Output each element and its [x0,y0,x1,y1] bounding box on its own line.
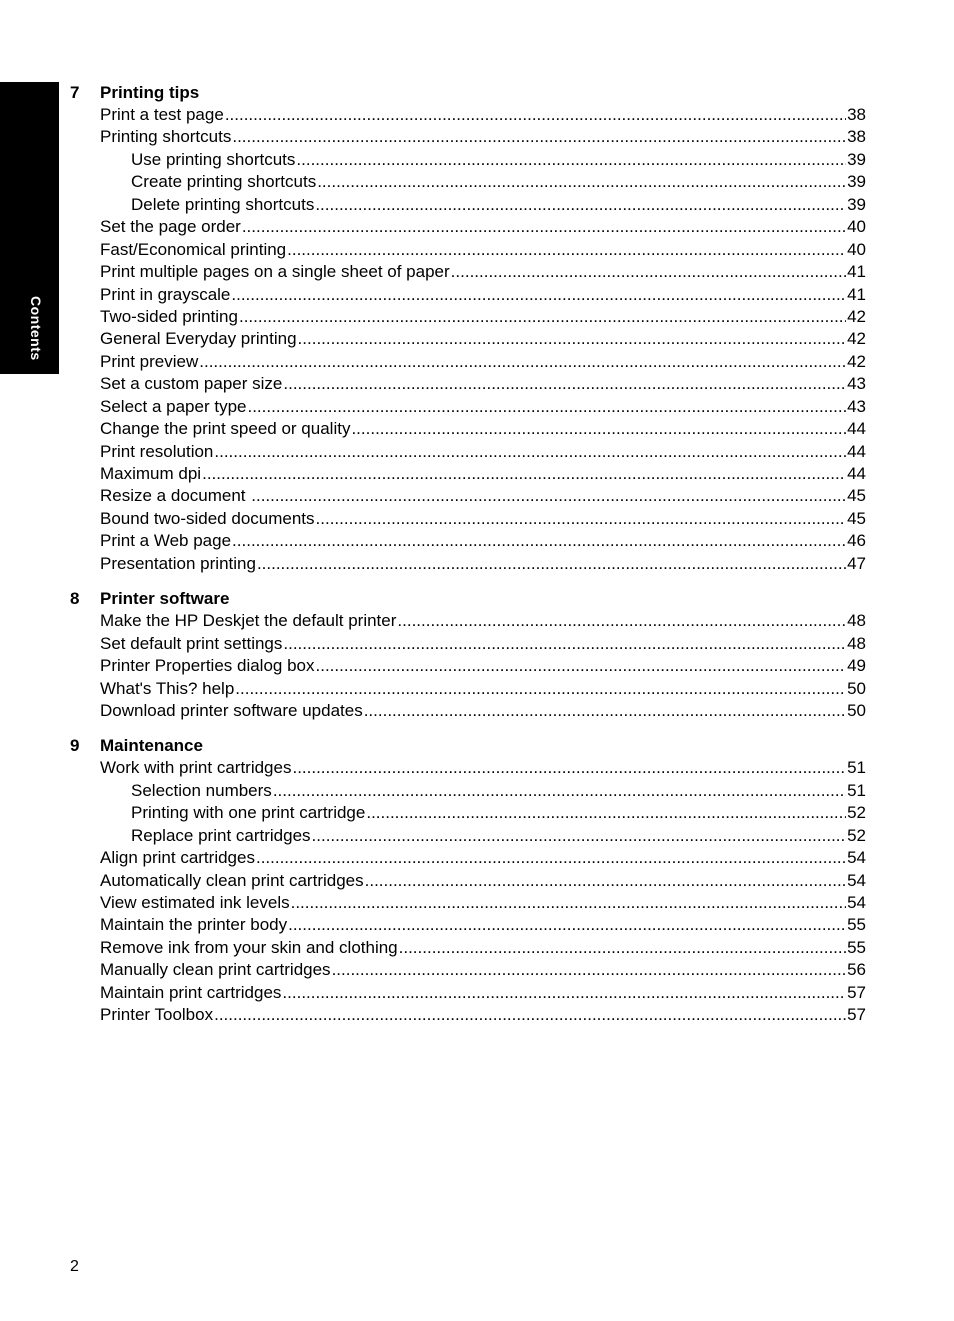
toc-entry[interactable] [70,825,866,847]
toc-entry-title: Delete printing shortcuts [131,194,315,214]
toc-entry-title: Align print cartridges [100,848,255,868]
dot-leader [214,1004,846,1026]
toc-entry-title: Print a Web page [100,531,232,551]
toc-entry-title: Use printing shortcuts [131,149,296,169]
toc-entry-title: Print resolution [100,441,214,461]
dot-leader [365,870,846,892]
toc-entry[interactable] [70,373,866,395]
toc-entry[interactable] [70,463,866,485]
toc-entry[interactable] [70,802,866,824]
toc-entry-page: 44 [847,419,866,439]
toc-entry-page: 39 [847,149,866,169]
dot-leader [364,700,846,722]
toc-entry-page: 55 [847,915,866,935]
toc-entry-page: 57 [847,982,866,1002]
toc-entry-page: 45 [847,508,866,528]
toc-entry-title: Maintain the printer body [100,915,288,935]
toc-entry-page: 51 [847,758,866,778]
toc-entry-title: Selection numbers [131,780,272,800]
toc-entry[interactable] [70,530,866,552]
toc-entry-title: Create printing shortcuts [131,172,317,192]
toc-entry-page: 42 [847,306,866,326]
toc-entry-title: View estimated ink levels [100,893,290,912]
toc-entry-title: Maintain print cartridges [100,982,282,1002]
chapter-title: Printer software [100,589,230,609]
toc-entry-page: 49 [847,656,866,676]
dot-leader [317,171,846,193]
toc-entry[interactable] [70,847,866,869]
dot-leader [397,610,846,632]
dot-leader [239,306,846,328]
dot-leader [283,633,846,655]
dot-leader [202,463,846,485]
dot-leader [199,351,846,373]
dot-leader [351,418,846,440]
toc-entry[interactable] [70,982,866,1004]
toc-entry-page: 54 [847,848,866,868]
toc-entry-page: 45 [847,486,866,506]
toc-entry[interactable] [70,655,866,677]
side-tab-label: Contents [28,296,44,361]
toc-entry-title: Change the print speed or quality [100,419,351,439]
chapter-title: Maintenance [100,736,203,756]
toc-entry-page: 50 [847,678,866,698]
toc-entry-page: 40 [847,239,866,259]
dot-leader [247,396,846,418]
toc-entry[interactable] [70,261,866,283]
toc-entry-page: 44 [847,441,866,461]
toc-entry-page: 50 [847,700,866,720]
toc-entry-page: 48 [847,611,866,631]
toc-entry-page: 38 [847,105,866,124]
toc-entry-title: Resize a document [100,486,251,506]
toc-entry[interactable] [70,870,866,892]
toc-entry[interactable] [70,610,866,632]
toc-entry[interactable] [70,959,866,981]
toc-entry[interactable] [70,633,866,655]
toc-entry[interactable] [70,441,866,463]
toc-entry[interactable] [70,396,866,418]
toc-entry-title: Replace print cartridges [131,825,311,845]
chapter-heading[interactable] [70,735,866,757]
toc-entry[interactable] [70,892,866,914]
toc-entry-title: Manually clean print cartridges [100,960,331,980]
toc-entry-page: 40 [847,217,866,237]
toc-entry-page: 52 [847,803,866,823]
toc-entry-title: Two-sided printing [100,306,238,326]
dot-leader [251,485,846,507]
dot-leader [312,825,847,847]
dot-leader [298,328,847,350]
toc-entry-page: 57 [847,1005,866,1025]
dot-leader [316,655,847,677]
dot-leader [256,847,846,869]
toc-entry[interactable] [70,171,866,193]
toc-entry-title: Bound two-sided documents [100,508,315,528]
dot-leader [214,441,846,463]
toc-entry[interactable] [70,328,866,350]
toc-entry-title: Print a test page [100,105,224,124]
toc-entry-page: 43 [847,374,866,394]
toc-entry-page: 48 [847,633,866,653]
dot-leader [332,959,847,981]
toc-entry[interactable] [70,553,866,575]
toc-entry-title: Printing with one print cartridge [131,803,366,823]
page-number: 2 [70,1258,79,1275]
toc-entry-title: Printer Properties dialog box [100,656,315,676]
toc-entry-title: Remove ink from your skin and clothing [100,937,398,957]
dot-leader [292,757,846,779]
toc-entry-page: 54 [847,870,866,890]
toc-entry[interactable] [70,678,866,700]
toc-chapter [70,735,866,1026]
dot-leader [232,530,846,552]
dot-leader [288,914,846,936]
toc-chapter [70,588,866,722]
chapter-number: 8 [70,589,80,609]
dot-leader [451,261,846,283]
toc-entry-page: 52 [847,825,866,845]
toc-entry-title: Set default print settings [100,633,283,653]
toc-entry-page: 46 [847,531,866,551]
toc-entry-page: 39 [847,194,866,214]
toc-entry[interactable] [70,216,866,238]
toc-entry-title: Printer Toolbox [100,1005,214,1025]
toc-entry-page: 41 [847,284,866,304]
toc-entry[interactable] [70,194,866,216]
toc-entry-title: Print multiple pages on a single sheet of paper [100,262,450,282]
toc-entry[interactable] [70,700,866,722]
toc-entry-title: General Everyday printing [100,329,297,349]
toc-entry-title: Automatically clean print cartridges [100,870,364,890]
toc-entry-title: Select a paper type [100,396,247,416]
toc-entry-title: Set a custom paper size [100,374,283,394]
toc-entry-title: Print in grayscale [100,284,231,304]
toc-entry[interactable] [70,485,866,507]
dot-leader [231,284,846,306]
dot-leader [283,373,846,395]
chapter-title: Printing tips [100,83,200,102]
dot-leader [282,982,846,1004]
toc-entry[interactable] [70,914,866,936]
toc-entry-title: Make the HP Deskjet the default printer [100,611,397,631]
toc-entry-page: 56 [847,960,866,980]
toc-entry-title: Fast/Economical printing [100,239,287,259]
toc-entry-title: What's This? help [100,678,235,698]
toc-entry-title: Maximum dpi [100,464,202,483]
dot-leader [315,194,846,216]
dot-leader [225,104,846,126]
toc-entry-title: Download printer software updates [100,700,363,720]
dot-leader [296,149,846,171]
dot-leader [242,216,846,238]
toc-entry[interactable] [70,126,866,148]
chapter-heading[interactable] [70,588,866,610]
toc-entry-page: 43 [847,396,866,416]
toc-entry[interactable] [70,149,866,171]
dot-leader [366,802,846,824]
toc-entry[interactable] [70,780,866,802]
toc-entry-page: 44 [847,464,866,483]
toc-entry[interactable] [70,757,866,779]
toc-entry[interactable] [70,508,866,530]
toc-entry[interactable] [70,937,866,959]
dot-leader [399,937,846,959]
toc-entry[interactable] [70,239,866,261]
toc-entry-page: 51 [847,780,866,800]
toc-entry-title: Print preview [100,351,199,371]
chapter-number: 9 [70,736,80,756]
dot-leader [257,553,846,575]
dot-leader [232,126,846,148]
dot-leader [291,892,846,914]
table-of-contents [70,82,866,1040]
toc-entry[interactable] [70,284,866,306]
toc-entry[interactable] [70,104,866,126]
toc-chapter [70,82,866,575]
toc-entry-page: 38 [847,127,866,147]
toc-entry-page: 55 [847,937,866,957]
toc-entry[interactable] [70,418,866,440]
dot-leader [273,780,846,802]
chapter-number: 7 [70,83,80,102]
dot-leader [316,508,847,530]
toc-entry-page: 54 [847,893,866,912]
toc-entry-page: 41 [847,262,866,282]
dot-leader [287,239,846,261]
dot-leader [235,678,846,700]
toc-entry-page: 42 [847,329,866,349]
toc-entry-title: Presentation printing [100,553,256,573]
toc-entry-title: Printing shortcuts [100,127,232,147]
toc-entry[interactable] [70,351,866,373]
toc-entry-page: 42 [847,351,866,371]
chapter-heading[interactable] [70,82,866,104]
toc-entry-title: Set the page order [100,217,241,237]
toc-entry[interactable] [70,1004,866,1026]
toc-entry-page: 39 [847,172,866,192]
toc-entry-page: 47 [847,553,866,573]
toc-entry-title: Work with print cartridges [100,758,292,778]
toc-entry[interactable] [70,306,866,328]
